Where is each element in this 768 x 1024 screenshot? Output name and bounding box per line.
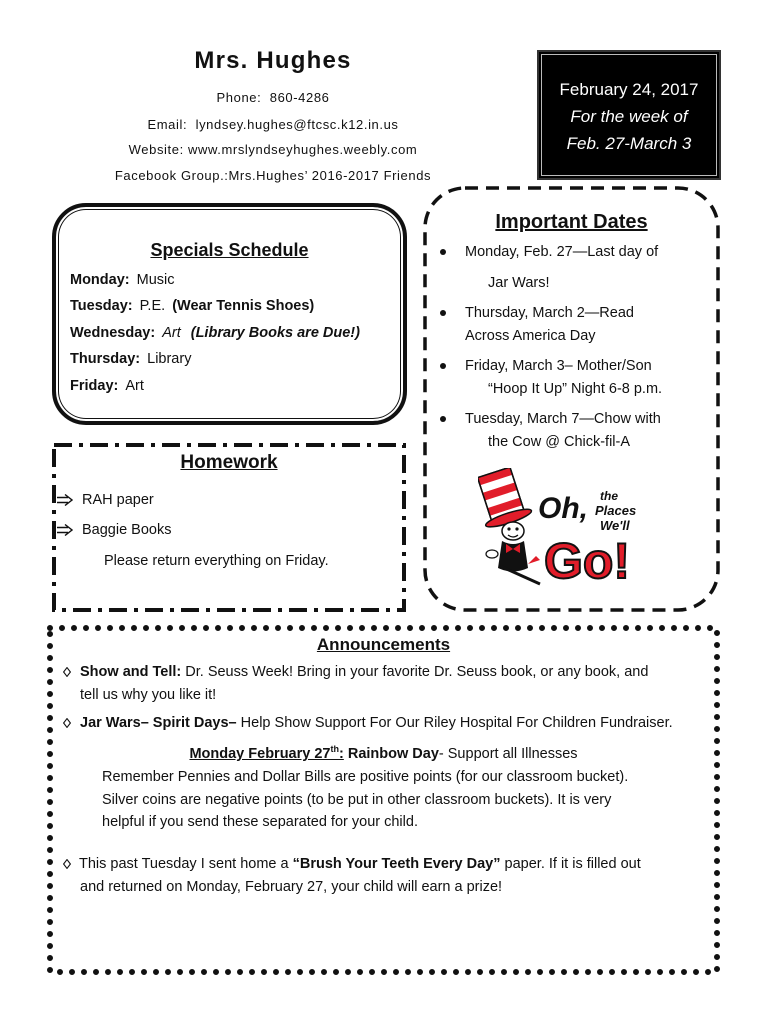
specials-title: Specials Schedule: [150, 240, 309, 260]
specials-row-tuesday: [70, 296, 314, 316]
week-label: For the week of: [570, 107, 688, 126]
double-arrow-right-icon: [57, 524, 73, 536]
important-dates-title: Important Dates: [495, 211, 648, 233]
homework-item: Baggie Books: [82, 522, 172, 538]
date-item-line: “Hoop It Up” Night 6-8 p.m.: [488, 381, 663, 397]
announcements-title: Announcements: [316, 635, 451, 654]
specials-schedule-box: [52, 203, 407, 425]
special-subject: Art: [162, 325, 181, 341]
special-note: (Wear Tennis Shoes): [172, 298, 315, 314]
toothbrush-text-before: This past Tuesday I sent home a: [79, 856, 289, 872]
day-label: Thursday:: [70, 351, 141, 367]
jar-wars-label: Jar Wars– Spirit Days–: [80, 715, 237, 731]
logo-text-the: the: [600, 489, 618, 503]
rainbow-day-date-suffix: th: [330, 744, 339, 755]
rainbow-day-date-text: Monday February 27: [189, 746, 331, 762]
important-dates-box: [423, 186, 720, 612]
bullet-dot-icon: [440, 416, 446, 422]
week-range: Feb. 27-March 3: [566, 134, 692, 153]
points-note-line: Silver coins are negative points (to be put in other classroom buckets). It is very: [102, 792, 612, 808]
bullet-dot-icon: [440, 363, 446, 369]
rainbow-day-label: Rainbow Day: [347, 746, 439, 762]
day-label: Tuesday:: [70, 298, 133, 314]
show-and-tell-text: Dr. Seuss Week! Bring in your favorite Dr. Seuss book, or any book, and: [185, 664, 649, 680]
specials-row-wednesday: [70, 323, 360, 343]
rainbow-day-date: [189, 746, 343, 762]
toothbrush-text-after: paper. If it is filled out: [504, 856, 641, 872]
announcements-box: [47, 625, 720, 975]
homework-box: [52, 443, 406, 612]
bullet-dot-icon: [440, 249, 446, 255]
toothbrush-line: [79, 854, 641, 874]
rainbow-day-text: - Support all Illnesses: [438, 746, 578, 762]
phone-line: Phone: 860-4286: [216, 90, 330, 105]
rainbow-day-date-colon: :: [338, 746, 344, 762]
bullet-dot-icon: [440, 310, 446, 316]
show-and-tell-label: Show and Tell:: [80, 664, 182, 680]
day-label: Monday:: [70, 272, 130, 288]
jar-wars-text: Help Show Support For Our Riley Hospital For Children Fundraiser.: [240, 715, 673, 731]
date-item-line: Tuesday, March 7—Chow with: [465, 411, 661, 427]
day-label: Friday:: [70, 378, 119, 394]
diamond-outline-icon: [63, 667, 71, 677]
rainbow-day-line: [47, 744, 720, 764]
logo-text-well: We'll: [600, 518, 630, 533]
diamond-outline-icon: [63, 859, 71, 869]
oh-the-places-youll-go-logo: [478, 468, 648, 586]
website-line: Website: www.mrslyndseyhughes.weebly.com: [128, 142, 418, 157]
specials-row-friday: [70, 376, 144, 396]
newsletter-date: February 24, 2017: [559, 80, 699, 99]
date-item-line: Across America Day: [465, 328, 596, 344]
homework-note: Please return everything on Friday.: [104, 553, 329, 569]
date-item-line: Thursday, March 2—Read: [465, 305, 634, 321]
homework-title: Homework: [180, 452, 278, 473]
date-item-line: the Cow @ Chick-fil-A: [488, 434, 631, 450]
double-arrow-right-icon: [57, 494, 73, 506]
show-and-tell-line: [80, 662, 648, 682]
day-label: Wednesday:: [70, 325, 156, 341]
cat-in-the-hat-icon: [478, 468, 540, 584]
points-note-line: Remember Pennies and Dollar Bills are positive points (for our classroom bucket).: [102, 769, 629, 785]
specials-row-monday: [70, 270, 175, 290]
jar-wars-line: [80, 713, 673, 733]
specials-row-thursday: [70, 349, 191, 369]
logo-text-places: Places: [595, 503, 637, 518]
diamond-outline-icon: [63, 718, 71, 728]
logo-text-oh: Oh,: [538, 492, 588, 525]
toothbrush-paper-title: “Brush Your Teeth Every Day”: [292, 856, 501, 872]
teacher-name: Mrs. Hughes: [194, 47, 352, 74]
facebook-group-line: Facebook Group.:Mrs.Hughes’ 2016-2017 Friends: [114, 168, 432, 183]
date-item-line: Friday, March 3– Mother/Son: [465, 358, 652, 374]
email-line: Email: lyndsey.hughes@ftcsc.k12.in.us: [147, 117, 399, 132]
date-item-line: Jar Wars!: [488, 275, 550, 291]
logo-text-go: Go!: [544, 533, 631, 586]
special-subject: Art: [125, 378, 144, 394]
points-note-line: helpful if you send these separated for your child.: [102, 814, 418, 830]
special-subject: Library: [147, 351, 192, 367]
homework-item: RAH paper: [82, 492, 154, 508]
special-subject: Music: [136, 272, 175, 288]
newsletter-date-box: [537, 50, 721, 180]
special-subject: P.E.: [139, 298, 166, 314]
date-item-line: Monday, Feb. 27—Last day of: [465, 244, 659, 260]
show-and-tell-continued: tell us why you like it!: [80, 687, 217, 703]
special-note: (Library Books are Due!): [190, 325, 360, 341]
toothbrush-continued: and returned on Monday, February 27, your child will earn a prize!: [80, 879, 503, 895]
